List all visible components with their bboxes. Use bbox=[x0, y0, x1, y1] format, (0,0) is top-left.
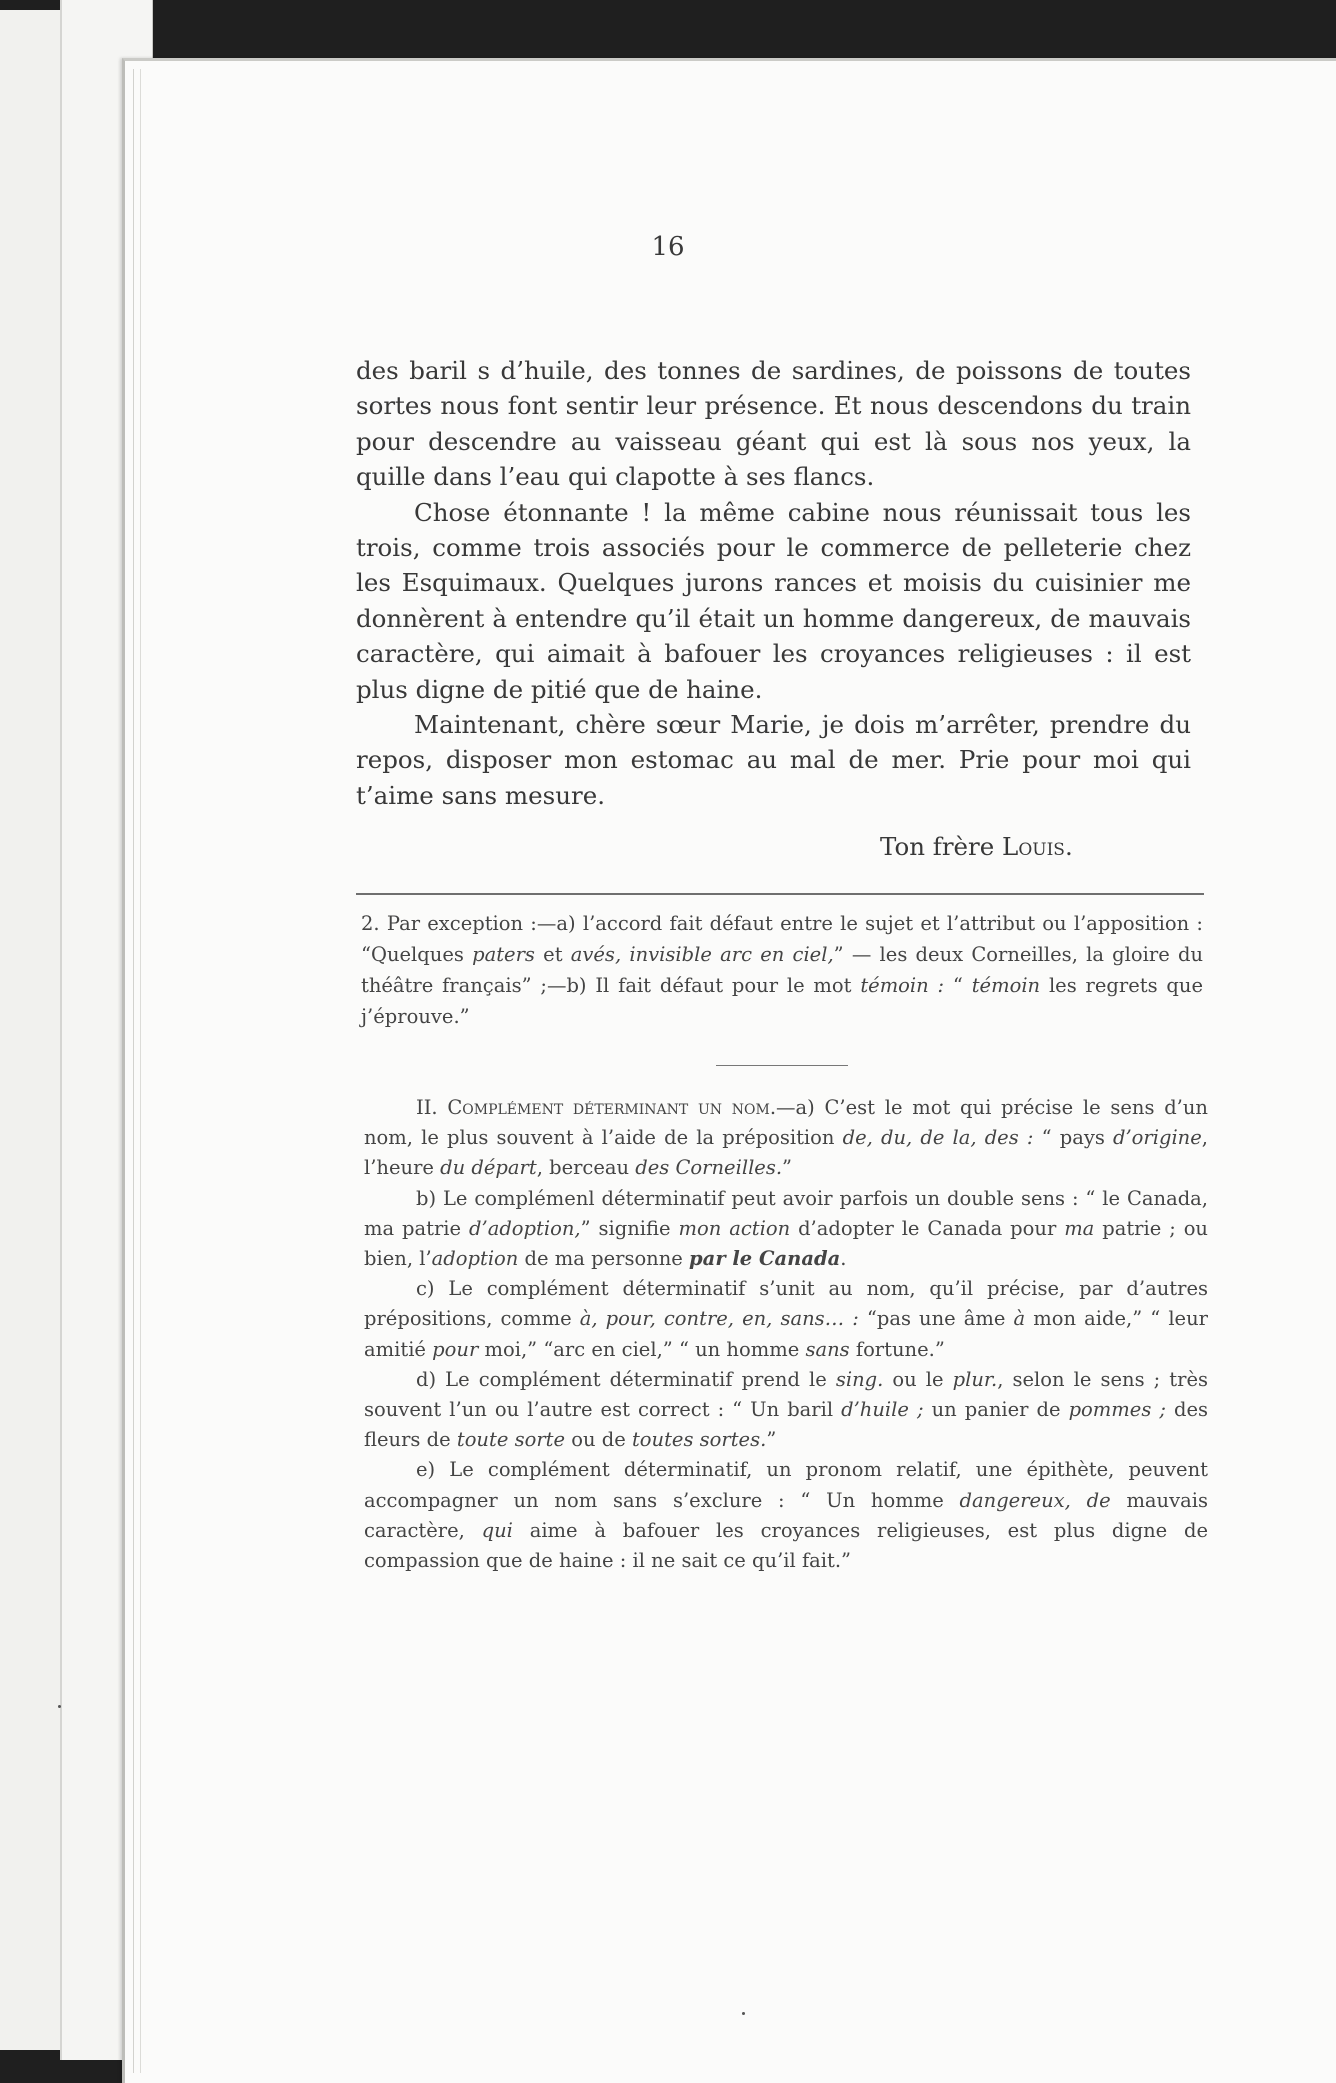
letter-paragraph-2: Chose étonnante ! la même cabine nous réunissait tous les trois, comme trois associés pour le commerce de pelleterie chez les Esquimaux. Quelques jurons rances et moisis du cuisinier me donnèrent à entendre qu’il était un homme dangereux, de mauvais caractère, qui aimait à bafouer les croyances religieuses : il est plus digne de pitié que de haine. bbox=[356, 497, 1191, 704]
grammar-paragraph-d: d) Le complément déterminatif prend le sing. ou le plur., selon le sens ; très souvent l’un ou l’autre est correct : “ Un baril d’huile ; un panier de pommes ; des fleurs de toute sorte ou de toutes sortes.” bbox=[364, 1367, 1208, 1452]
section-divider bbox=[716, 1065, 848, 1066]
signature-name: Louis. bbox=[1002, 832, 1073, 861]
grammar-paragraph-b: b) Le complémenl déterminatif peut avoir parfois un double sens : “ le Canada, ma patrie d’adoption,” signifie mon action d’adopter le Canada pour ma patrie ; ou bien, l’adoption de ma personne par le Canada. bbox=[364, 1186, 1208, 1271]
letter-paragraph-3: Maintenant, chère sœur Marie, je dois m’arrêter, prendre du repos, disposer mon estomac au mal de mer. Prie pour moi qui t’aime sans mesure. bbox=[356, 710, 1191, 810]
letter-signature bbox=[880, 832, 1073, 861]
paper-speck bbox=[58, 1705, 61, 1708]
section-heading: Complément déterminant un nom. bbox=[447, 1096, 777, 1119]
page-number: 16 bbox=[651, 232, 685, 262]
paper-speck bbox=[742, 2012, 745, 2015]
grammar-paragraph-e: e) Le complément déterminatif, un pronom relatif, une épithète, peuvent accompagner un nom sans s’exclure : “ Un homme dangereux, de mauvais caractère, qui aime à bafouer les croyances religieuses, est plus digne de compassion que de haine : il ne sait ce qu’il fait.” bbox=[364, 1458, 1208, 1573]
grammar-section bbox=[364, 1093, 1208, 1576]
grammar-paragraph-c: c) Le complément déterminatif s’unit au nom, qu’il précise, par d’autres prépositions, comme à, pour, contre, en, sans… : “pas une âme à mon aide,” “ leur amitié pour moi,” “arc en ciel,” “ un homme sans fortune.” bbox=[364, 1277, 1208, 1361]
footnote: 2. Par exception :—a) l’accord fait défaut entre le sujet et l’attribut ou l’apposition : “Quelques paters et avés, invisible arc en ciel,” — les deux Corneilles, la gloire du théâtre français” ;—b) Il fait défaut pour le mot témoin : “ témoin les regrets que j’éprouve.” bbox=[361, 912, 1203, 1028]
footnote-divider bbox=[356, 893, 1204, 895]
letter-text bbox=[356, 353, 1191, 813]
signature-prefix: Ton frère bbox=[880, 832, 995, 861]
grammar-paragraph-intro: II. Complément déterminant un nom.—a) C’est le mot qui précise le sens d’un nom, le plus souvent à l’aide de la préposition de, du, de la, des : “ pays d’origine, l’heure du départ, berceau des Corneilles.” bbox=[364, 1096, 1208, 1180]
footnote-number: 2. bbox=[361, 912, 380, 935]
letter-paragraph-1: des baril s d’huile, des tonnes de sardines, de poissons de toutes sortes nous font sentir leur présence. Et nous descendons du train pour descendre au vaisseau géant qui est là sous nos yeux, la quille dans l’eau qui clapotte à ses flancs. bbox=[356, 356, 1191, 492]
